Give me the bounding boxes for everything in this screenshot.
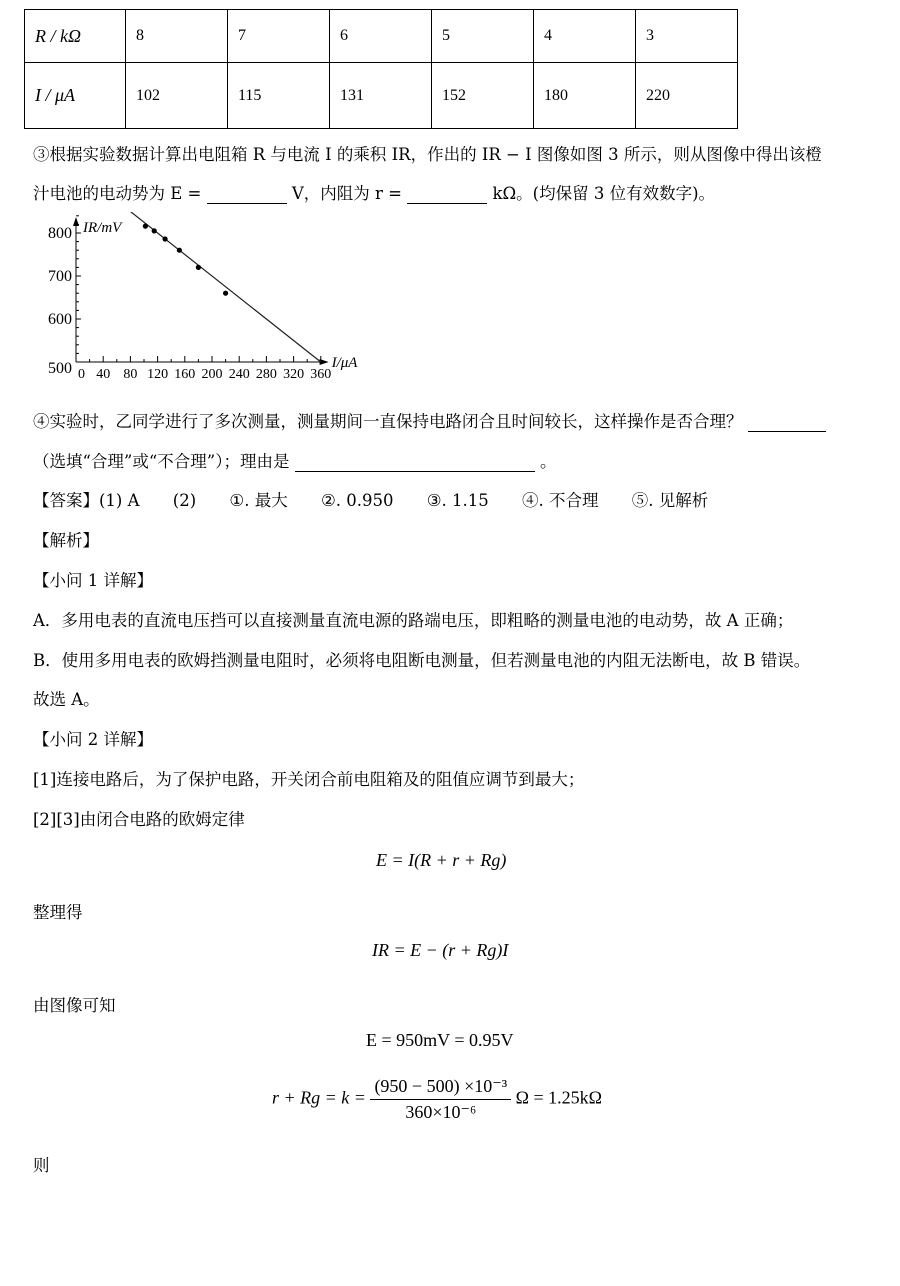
x-tick-label: 240 <box>228 367 250 382</box>
q4-line2-a: （选填“合理”或“不合理”）；理由是 <box>33 452 290 471</box>
x-tick-label: 80 <box>123 367 138 382</box>
x-tick-label: 320 <box>283 367 305 382</box>
answer-item: ③. 1.15 <box>426 491 489 510</box>
q3-line2 <box>33 180 715 204</box>
x-tick-label: 200 <box>201 367 223 382</box>
answer-blank-e[interactable] <box>207 184 287 204</box>
equation-resistance <box>272 1076 602 1123</box>
table-cell: 4 <box>534 10 636 63</box>
table-cell: 131 <box>330 63 432 129</box>
q3-line1: ③根据实验数据计算出电阻箱 R 与电流 I 的乘积 IR，作出的 IR − I 图像如图 3 所示，则从图像中得出该橙 <box>33 145 822 164</box>
y-tick-label: 700 <box>48 268 72 285</box>
sub2-title: 【小问 2 详解】 <box>33 730 153 749</box>
table-cell: 3 <box>636 10 738 63</box>
answer-item: ④. 不合理 <box>522 491 599 510</box>
table-cell: 5 <box>432 10 534 63</box>
sub1-b: B．使用多用电表的欧姆挡测量电阻时，必须将电阻断电测量，但若测量电池的内阻无法断电，故 B 错误。 <box>33 651 811 670</box>
eq4-lhs: r + Rg = k = <box>272 1087 366 1108</box>
x-axis-label: I/μA <box>331 355 358 371</box>
q4-line2 <box>33 448 557 472</box>
text-ze: 则 <box>33 1156 50 1175</box>
q4-line2-b: 。 <box>540 452 557 471</box>
q4-line1-text: ④实验时，乙同学进行了多次测量，测量期间一直保持电路闭合且时间较长，这样操作是否合理？ <box>33 412 743 431</box>
ir-i-chart <box>28 212 428 384</box>
x-tick-label: 280 <box>255 367 277 382</box>
table-cell: 8 <box>126 10 228 63</box>
table-cell: 220 <box>636 63 738 129</box>
answer-blank-r[interactable] <box>407 184 487 204</box>
text-tuxiang: 由图像可知 <box>33 996 116 1015</box>
table-cell: 152 <box>432 63 534 129</box>
data-point <box>196 265 201 270</box>
answer-line <box>33 487 736 511</box>
eq4-numerator: (950 − 500) ×10⁻³ <box>370 1076 511 1100</box>
table-cell: 115 <box>228 63 330 129</box>
answer-item: ⑤. 见解析 <box>631 491 709 510</box>
q3-line2-a: 汁电池的电动势为 E = <box>33 184 202 203</box>
data-point <box>223 291 228 296</box>
x-tick-label: 160 <box>174 367 196 382</box>
data-table <box>24 9 738 129</box>
q3-line2-c: kΩ。(均保留 3 位有效数字)。 <box>492 184 716 203</box>
x-tick-label: 120 <box>147 367 169 382</box>
y-tick-label: 500 <box>48 360 72 377</box>
sub2-2: [2][3]由闭合电路的欧姆定律 <box>33 810 245 829</box>
answer-label: 【答案】(1) A <box>33 491 140 510</box>
sub1-a: A．多用电表的直流电压挡可以直接测量直流电源的路端电压，即粗略的测量电池的电动势，故 A 正确； <box>33 611 794 630</box>
y-tick-label: 800 <box>48 225 72 242</box>
answer-blank-reasonable[interactable] <box>748 412 826 432</box>
eq4-fraction <box>370 1076 511 1123</box>
answer-item: ①. 最大 <box>229 491 288 510</box>
q4-line1 <box>33 408 826 432</box>
equation-emf: E = 950mV = 0.95V <box>366 1030 514 1050</box>
y-tick-label: 600 <box>48 311 72 328</box>
eq4-rhs: Ω = 1.25kΩ <box>515 1087 603 1108</box>
equation-ir: IR = E − (r + Rg)I <box>372 940 509 960</box>
table-cell: 180 <box>534 63 636 129</box>
sub1-c: 故选 A。 <box>33 690 100 709</box>
equation-ohm: E = I(R + r + Rg) <box>376 850 507 870</box>
table-cell: 6 <box>330 10 432 63</box>
table-cell: 102 <box>126 63 228 129</box>
y-axis-label: IR/mV <box>83 220 122 236</box>
data-point <box>162 236 167 241</box>
data-point <box>152 228 157 233</box>
text-zhengli: 整理得 <box>33 903 83 922</box>
q3-line2-b: V，内阻为 r = <box>291 184 402 203</box>
x-tick-label: 0 <box>78 367 85 382</box>
data-point <box>143 224 148 229</box>
table-header-i: I / μA <box>25 63 126 129</box>
sub1-title: 【小问 1 详解】 <box>33 571 153 590</box>
data-point <box>177 248 182 253</box>
answer-part2: (2) <box>172 491 197 510</box>
answer-blank-reason[interactable] <box>295 452 535 472</box>
answer-item: ②. 0.950 <box>320 491 394 510</box>
x-tick-label: 40 <box>96 367 111 382</box>
sub2-1: [1]连接电路后，为了保护电路，开关闭合前电阻箱及的阻值应调节到最大； <box>33 770 585 789</box>
eq4-denominator: 360×10⁻⁶ <box>405 1102 477 1122</box>
table-cell: 7 <box>228 10 330 63</box>
analysis-label: 【解析】 <box>33 531 99 550</box>
table-header-r: R / kΩ <box>25 10 126 63</box>
x-tick-label: 360 <box>310 367 332 382</box>
